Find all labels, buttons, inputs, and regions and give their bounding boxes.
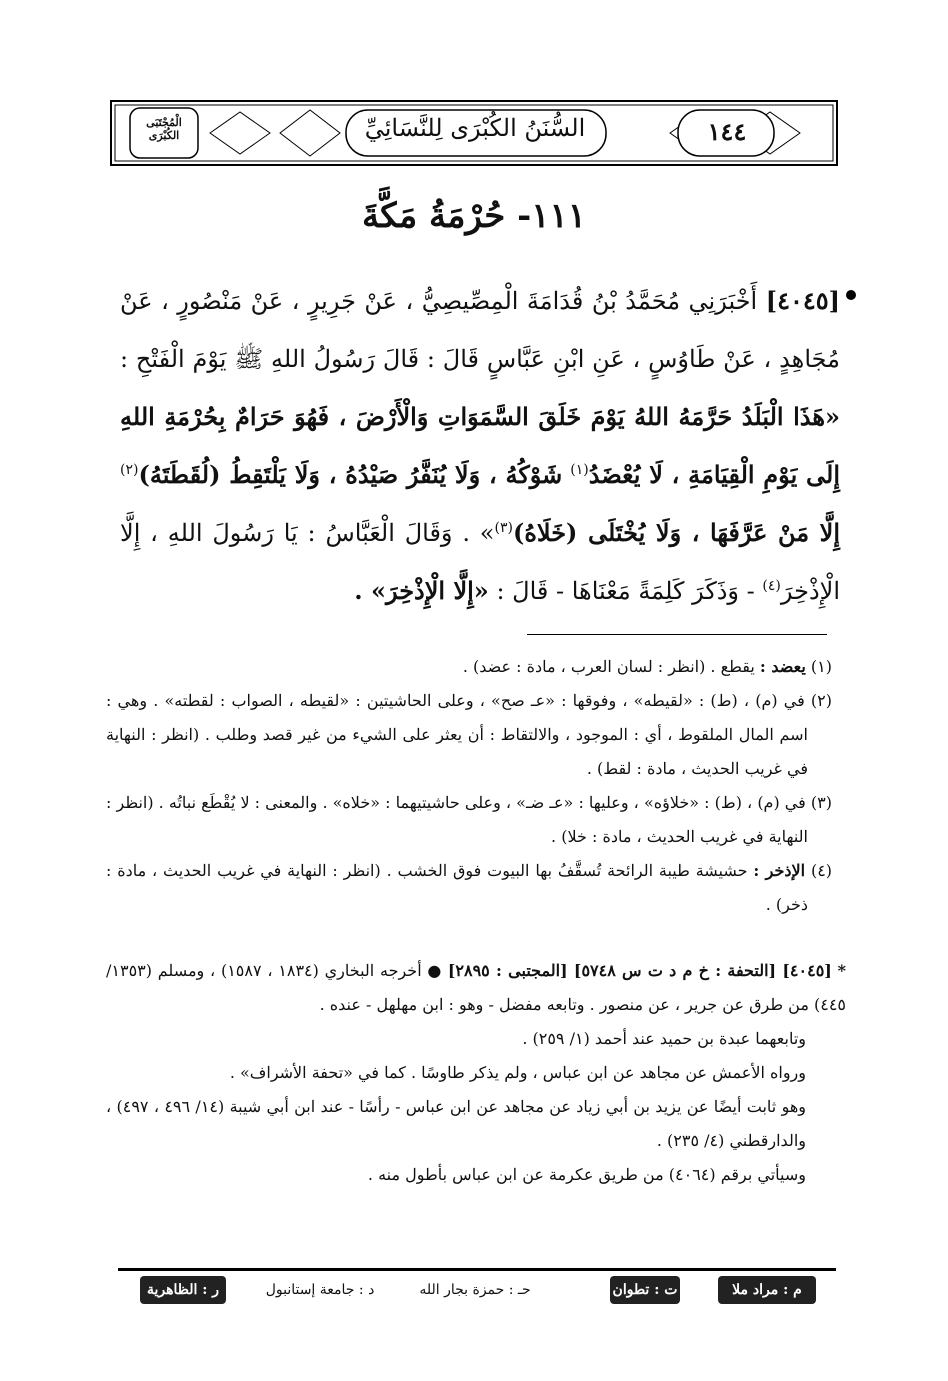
emblem: الْمُجْتَبَى الكُبْرَى [146,116,182,142]
asterisk-icon: * [837,961,846,980]
footnotes [106,650,832,922]
footnote-text: في (م) ، (ط) : «خلاؤه» ، وعليها : «عـ ضـ» ، وعلى حاشيتيهما : «خلاه» . والمعنى : لا يُقْطَع نباتُه . (انظر : النهاية في غريب الحديث ، مادة : خلا) . [106,793,808,846]
footnote-number: (٣) [810,793,832,812]
footnote [106,854,832,922]
manuscript-tag-d: د : جامعة إستانبول [265,1282,375,1298]
manuscript-tag-h: حـ : حمزة بجار الله [419,1282,531,1298]
footnote-number: (١) [810,657,832,676]
footnote-number: (٤) [810,861,833,880]
takhrij-line-3: ورواه الأعمش عن مجاهد عن ابن عباس ، ولم يذكر طاوسًا . كما في «تحفة الأشراف» . [229,1063,806,1082]
takhrij-line-5: وسيأتي برقم (٤٠٦٤) من طريق عكرمة عن ابن عباس بأطول منه . [367,1165,806,1184]
dot-icon: ● [427,961,443,980]
page-number: ١٤٤ [707,117,747,146]
footer-divider [118,1268,836,1271]
page-header [110,100,838,166]
footnote [106,650,832,684]
manuscript-tag-r: ر : الظاهرية [140,1276,226,1304]
chapter-title: ١١١- حُرْمَةُ مَكَّةَ [361,196,587,236]
footnote-ref-2: (٢) [120,462,139,478]
hadith-matn-1: «هَذَا الْبَلَدُ حَرَّمَهُ اللهُ يَوْمَ خَلَقَ السَّمَوَاتِ وَالْأَرْضَ ، فَهُوَ حَرَامٌ بِحُرْمَةِ اللهِ إِلَى يَوْمِ الْقِيَامَةِ ، لَا يُعْضَدُ [120,402,840,489]
footnote-term: يعضد : [759,657,806,676]
takhrij-line-1: أخرجه البخاري (١٨٣٤ ، ١٥٨٧) ، ومسلم (١٣٥٣/ ٤٤٥) من طرق عن جرير ، عن منصور . وتابعه مفضل - وهو : ابن مهلهل - عنده . [106,961,846,1014]
takhrij-line-4: وهو ثابت أيضًا عن يزيد بن أبي زياد عن مجاهد عن ابن عباس - رأسًا - عند ابن أبي شيبة (١٤/ ٤٩٦ ، ٤٩٧) ، والدارقطني (٤/ ٢٣٥) . [106,1097,807,1150]
hadith-matn-4: » . وَقَالَ الْعَبَّاسُ : يَا رَسُولَ اللهِ ، إِلَّا الْإِذْخِرَ [120,519,840,605]
takhrij [106,954,846,1192]
footnote-divider [527,634,827,635]
manuscript-tag-t: ت : تطوان [610,1276,680,1304]
footnote-term: الإذخر : [753,861,806,880]
footnote-text: في (م) ، (ط) : «لقيطه» ، وفوقها : «عـ صح» ، وعلى الحاشيتين : «لقيطه ، الصواب : لقطته» . وهي : اسم المال الملقوط ، أي : الموجود ، والالتقاط : أن يعثر على الشيء من غير قصد وطلب . (انظر : النهاية في غريب الحديث ، مادة : لقط) . [106,691,808,778]
hadith-isnad: أَخْبَرَنِي مُحَمَّدُ بْنُ قُدَامَةَ الْمِصِّيصِيُّ ، عَنْ جَرِيرٍ ، عَنْ مَنْصُورٍ ، عَنْ مُجَاهِدٍ ، عَنْ طَاوُسٍ ، عَنِ ابْنِ عَبَّاسٍ قَالَ : قَالَ رَسُولُ اللهِ ﷺ يَوْمَ الْفَتْحِ : [120,287,840,373]
footnote [106,786,832,854]
hadith-number: [٤٠٤٥] [765,286,840,315]
manuscript-tag-m: م : مراد ملا [718,1276,816,1304]
hadith-text [120,272,840,620]
hadith-matn-5: - وَذَكَرَ كَلِمَةً مَعْنَاهَا - قَالَ : [496,577,755,605]
book-title: السُّنَنُ الكُبْرَى لِلنَّسَائِيِّ [364,114,586,142]
hadith-matn-3: إِلَّا مَنْ عَرَّفَهَا ، وَلَا يُخْتَلَى (خَلَاهُ) [512,518,841,547]
footnote-number: (٢) [810,691,832,710]
bullet-icon [846,290,856,300]
hadith-matn-2: شَوْكُهُ ، وَلَا يُنَفَّرُ صَيْدُهُ ، وَلَا يَلْتَقِطُ (لُقَطَتَهُ) [138,460,563,489]
footnote-ref-3: (٣) [494,520,513,536]
footnote-ref-1: (١) [570,462,589,478]
takhrij-line-2: وتابعهما عبدة بن حميد عند أحمد (١/ ٢٥٩) . [522,1029,806,1048]
hadith-matn-6: «إِلَّا الْإِذْخِرَ» . [354,576,489,605]
takhrij-line [106,954,846,1022]
footnote-text: يقطع . (انظر : لسان العرب ، مادة : عضد) . [462,657,755,676]
footnote-text: حشيشة طيبة الرائحة تُسقَّفُ بها البيوت فوق الخشب . (انظر : النهاية في غريب الحديث ، مادة : ذخر) . [106,861,808,914]
footnote [106,684,832,786]
footnote-ref-4: (٤) [762,578,781,594]
takhrij-ref: [٤٠٤٥] [التحفة : خ م د ت س ٥٧٤٨] [المجتبى : ٢٨٩٥] [447,961,832,980]
